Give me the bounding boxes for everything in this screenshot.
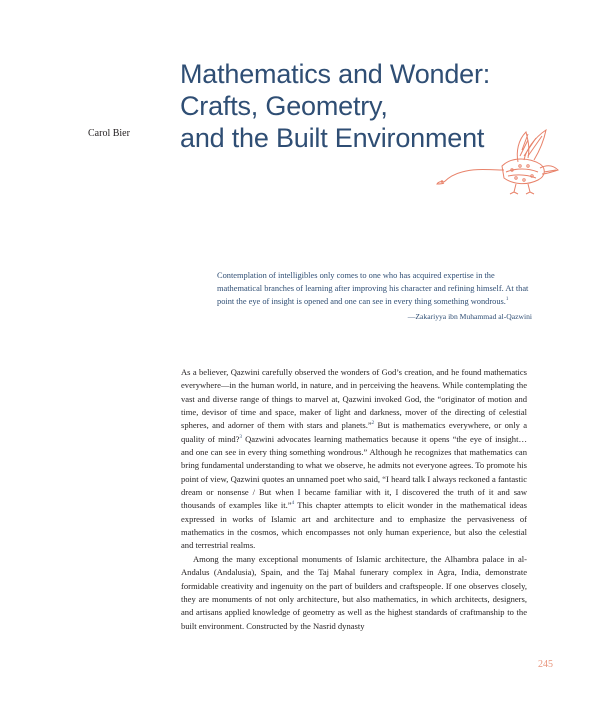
paragraph-text: As a believer, Qazwini carefully observed the wonders of God’s creation, and he found mathematics everywhere—in the human world, in nature, and in perceiving the heavens. While contemplating the vast and diverse range of things to marvel at, Qazwini invoked God, the “originator of motion and time, devisor of time and space, maker of light and darkness, mover of the directing of celestial spheres, and adorner of them with stars and planets.” [181,367,527,431]
page-number: 245 [538,659,553,670]
title-line: and the Built Environment [180,123,485,153]
footnote-ref[interactable]: 1 [505,297,509,303]
paragraph: Among the many exceptional monuments of Islamic architecture, the Alhambra palace in al-Andalus (Andalusia), Spain, and the Taj Mahal funerary complex in Agra, India, demonstrate formidable creativity and ingenuity on the part of builders and craftspeople. If one observes closely, they are monuments of not only architecture, but also mathematics, in which architects, designers, and artisans applied knowledge of geometry as well as the highest standards of craftmanship to the built environment. Constructed by the Nasrid dynasty [181,553,527,631]
epigraph-attribution: —Zakariyya ibn Muhammad al-Qazwini [407,312,532,321]
epigraph-quote [217,269,532,308]
paragraph-text: Qazwini advocates learning mathematics because it opens “the eye of insight… and one can see in every thing something wondrous.” Although he recognizes that mathematics can bring fundamental understanding to what we observe, he admits not everyone agrees. To promote his point of view, Qazwini quotes an unnamed poet who said, “I heard talk I always reckoned a fantastic dream or nonsense / But when I became familiar with it, I discovered the truth of it and saw thousands of examples like it.” [181,433,527,511]
title-line: Crafts, Geometry, [180,91,388,121]
author-name: Carol Bier [88,128,130,139]
footnote-ref[interactable]: 3 [239,434,242,440]
bird-illustration-icon [432,126,562,196]
footnote-ref[interactable]: 2 [371,421,375,427]
body-text [181,366,527,633]
epigraph-quote-text: Contemplation of intelligibles only comes to one who has acquired expertise in the mathematical branches of learning after improving his character and refining himself. At that point the eye of insight is opened and one can see in every thing something wondrous. [217,271,529,306]
epigraph [217,269,532,323]
paragraph-text: But is mathematics everywhere, or only a quality of mind? [181,420,527,444]
paragraph [181,366,527,553]
footnote-ref[interactable]: 4 [291,501,295,507]
title-line: Mathematics and Wonder: [180,59,491,89]
paragraph-text: This chapter attempts to elicit wonder in the mathematical ideas expressed in works of Islamic art and architecture and to emphasize the pervasiveness of mathematics in the cosmos, which encompasses not only human experience, but also the celestial and terrestrial realms. [181,500,527,551]
